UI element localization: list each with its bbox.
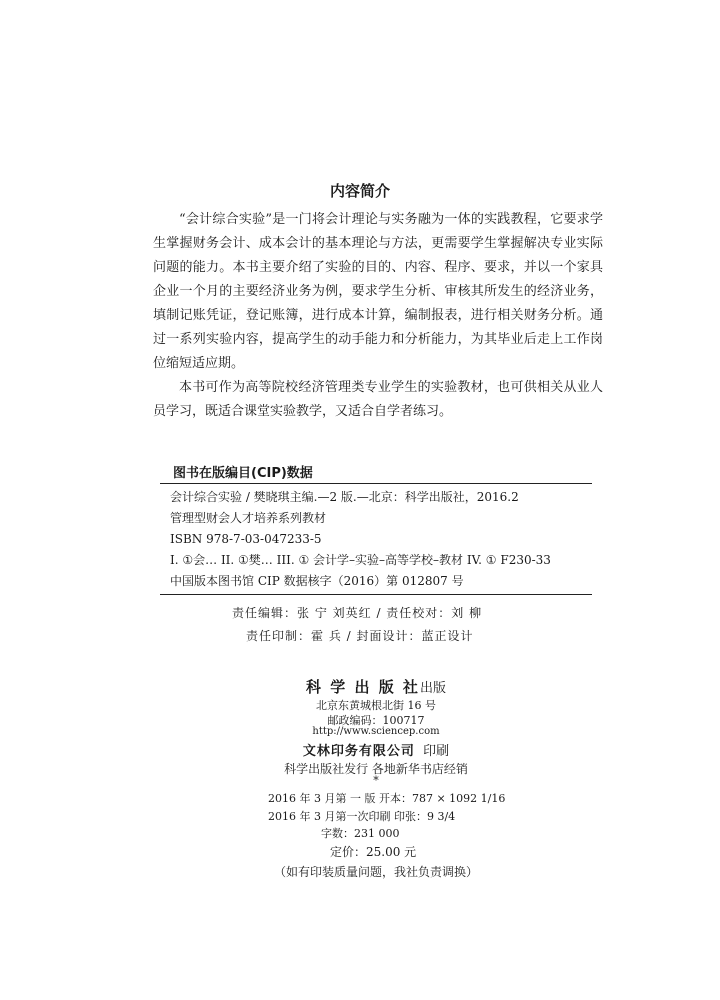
publisher-postcode: 邮政编码：100717	[327, 714, 425, 727]
printer-imprint	[160, 740, 592, 759]
credits-production: 责任印制：霍 兵 / 封面设计：蓝正设计	[246, 629, 474, 643]
cip-top-rule	[160, 483, 592, 484]
cip-line: 管理型财会人才培养系列教材	[170, 511, 327, 525]
cip-bottom-rule	[160, 594, 592, 595]
printer-name: 文林印务有限公司	[302, 744, 415, 759]
cip-block	[170, 487, 551, 592]
quality-notice: （如有印装质量问题，我社负责调换）	[273, 865, 478, 879]
publisher-address: 北京东黄城根北街 16 号	[316, 699, 436, 712]
cip-heading: 图书在版编目(CIP)数据	[173, 466, 313, 481]
edition-line: 2016 年 3 月第 一 版 开本：787 × 1092 1/16	[268, 792, 506, 805]
cip-line: ISBN 978-7-03-047233-5	[170, 532, 322, 546]
distribution-line: 科学出版社发行 各地新华书店经销	[284, 762, 468, 776]
summary-paragraph: “会计综合实验”是一门将会计理论与实务融为一体的实践教程，它要求学生掌握财务会计、成本会计的基本理论与方法，更需要学生掌握解决专业实际问题的能力。本书主要介绍了实验的目的、内容、程序、要求，并以一个家具企业一个月的主要经济业务为例，要求学生分析、审核其所发生的经济业务，填制记账凭证，登记账簿，进行成本计算，编制报表，进行相关财务分析。通过一系列实验内容，提高学生的动手能力和分析能力，为其毕业后走上工作岗位缩短适应期。	[153, 212, 603, 371]
publisher-imprint	[160, 676, 592, 697]
printing-line: 2016 年 3 月第一次印刷 印张：9 3/4	[268, 810, 456, 823]
publisher-name: 科 学 出 版 社	[306, 678, 420, 696]
publisher-suffix: 出版	[419, 681, 446, 696]
publisher-website: http://www.sciencep.com	[312, 726, 440, 737]
cip-line: 中国版本图书馆 CIP 数据核字（2016）第 012807 号	[170, 574, 464, 588]
word-count: 字数：231 000	[321, 827, 400, 840]
summary-heading: 内容简介	[329, 182, 390, 200]
summary-body	[153, 208, 603, 424]
summary-paragraph: 本书可作为高等院校经济管理类专业学生的实验教材，也可供相关从业人员学习，既适合课堂实验教学，又适合自学者练习。	[153, 380, 603, 419]
credits-editors: 责任编辑：张 宁 刘英红 / 责任校对：刘 柳	[232, 606, 483, 620]
printer-suffix: 印刷	[423, 744, 450, 759]
price: 定价：25.00 元	[330, 845, 417, 859]
cip-line: I. ①会… II. ①樊… III. ① 会计学–实验–高等学校–教材 IV. ① F230-33	[170, 553, 551, 567]
separator-star: *	[373, 774, 379, 787]
cip-line: 会计综合实验 / 樊晓琪主编.—2 版.—北京：科学出版社，2016.2	[170, 490, 519, 504]
